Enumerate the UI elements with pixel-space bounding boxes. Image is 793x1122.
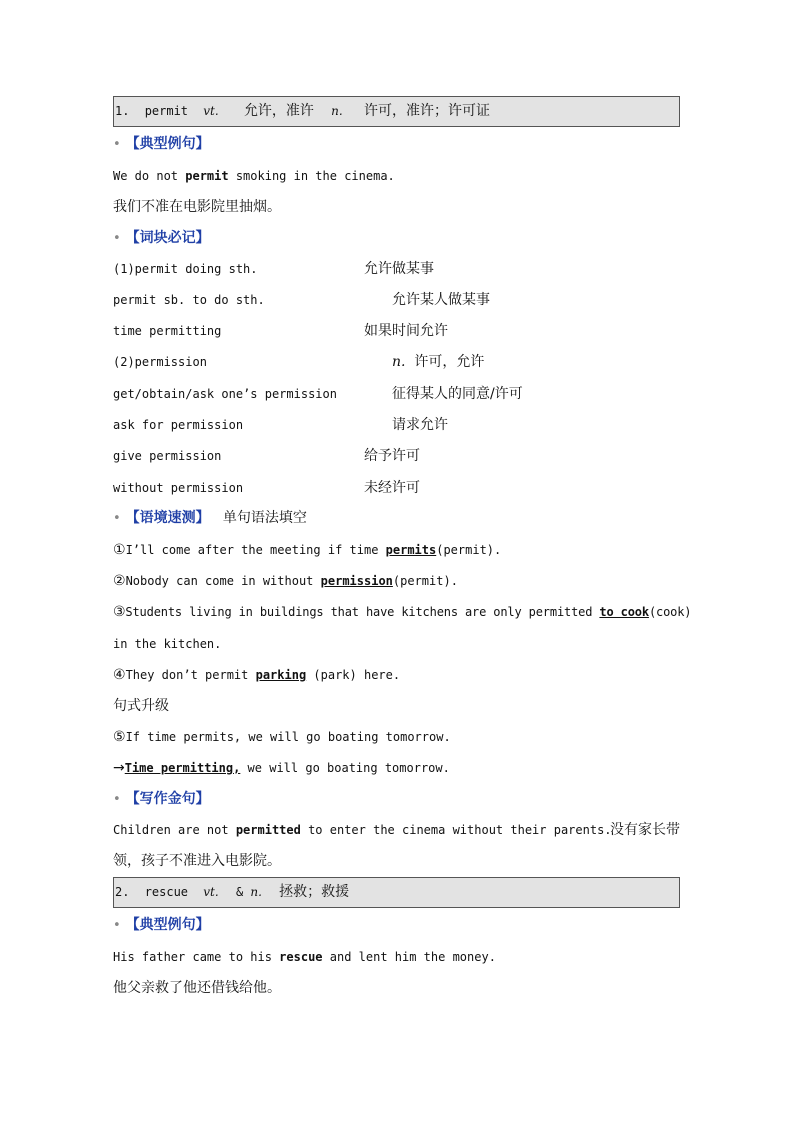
answer-blank: Time permitting,	[124, 761, 241, 775]
chunk-row: get/obtain/ask one’s permission 征得某人的同意/许可	[113, 386, 523, 402]
quiz-item: ⑤If time permits, we will go boating tomorrow.	[113, 729, 451, 745]
bullet-icon: •	[113, 511, 121, 526]
entry-meaning: 拯救；救援	[279, 884, 350, 900]
entry-1-header	[113, 96, 680, 127]
section-heading: • 【写作金句】	[113, 791, 210, 807]
arrow-icon: →	[113, 760, 125, 776]
bullet-icon: •	[113, 918, 121, 933]
example-sentence: We do not permit smoking in the cinema.	[113, 169, 395, 183]
entry-meaning: 许可，准许；许可证	[363, 103, 490, 119]
part-of-speech: vt.	[203, 885, 219, 899]
section-heading: • 【语境速测】 单句语法填空	[113, 510, 307, 526]
bullet-icon: •	[113, 137, 121, 152]
example-sentence: His father came to his rescue and lent him the money.	[113, 950, 496, 964]
quiz-item: ①I’ll come after the meeting if time permits(permit).	[113, 542, 502, 558]
answer-blank: parking	[255, 668, 307, 682]
upgrade-heading: 句式升级	[113, 698, 169, 714]
bullet-icon: •	[113, 231, 121, 246]
bullet-icon: •	[113, 792, 121, 807]
entry-word: permit	[144, 104, 189, 118]
answer-blank: to cook	[599, 605, 649, 619]
entry-meaning: 允许，准许	[243, 103, 314, 119]
chunk-row: without permission 未经许可	[113, 480, 420, 496]
chunk-row: (2)permission n. 许可，允许	[113, 354, 485, 370]
writing-sentence: Children are not permitted to enter the cinema without their parents. 没有家长带	[113, 822, 680, 838]
section-heading: • 【词块必记】	[113, 230, 210, 246]
section-heading: • 【典型例句】	[113, 917, 210, 933]
chunk-row: (1)permit doing sth. 允许做某事	[113, 261, 434, 277]
chunk-row: time permitting 如果时间允许	[113, 323, 448, 339]
example-translation: 我们不准在电影院里抽烟。	[113, 199, 281, 215]
part-of-speech: n.	[331, 104, 343, 118]
entry-number: 2.	[115, 885, 130, 899]
entry-2-header: 2. rescue vt. & n. 拯救；救援	[113, 877, 680, 908]
entry-number: 1.	[115, 104, 130, 118]
section-heading: • 【典型例句】	[113, 136, 210, 152]
quiz-item: →Time permitting, we will go boating tomorrow.	[113, 760, 450, 776]
quiz-item: ②Nobody can come in without permission(permit).	[113, 573, 458, 589]
answer-blank: permits	[385, 543, 437, 557]
chunk-row: give permission 给予许可	[113, 448, 420, 464]
example-translation: 他父亲救了他还借钱给他。	[113, 980, 281, 996]
answer-blank: permission	[320, 574, 393, 588]
part-of-speech: n.	[250, 885, 262, 899]
chunk-row: permit sb. to do sth. 允许某人做某事	[113, 292, 490, 308]
quiz-item: ③Students living in buildings that have kitchens are only permitted to cook(cook)	[113, 604, 692, 620]
quiz-item: ④They don’t permit parking (park) here.	[113, 667, 401, 683]
entry-word: rescue	[144, 885, 189, 899]
part-of-speech: vt.	[203, 104, 219, 118]
writing-translation: 领，孩子不准进入电影院。	[113, 853, 281, 869]
quiz-item-continued: in the kitchen.	[113, 637, 222, 651]
chunk-row: ask for permission 请求允许	[113, 417, 448, 433]
